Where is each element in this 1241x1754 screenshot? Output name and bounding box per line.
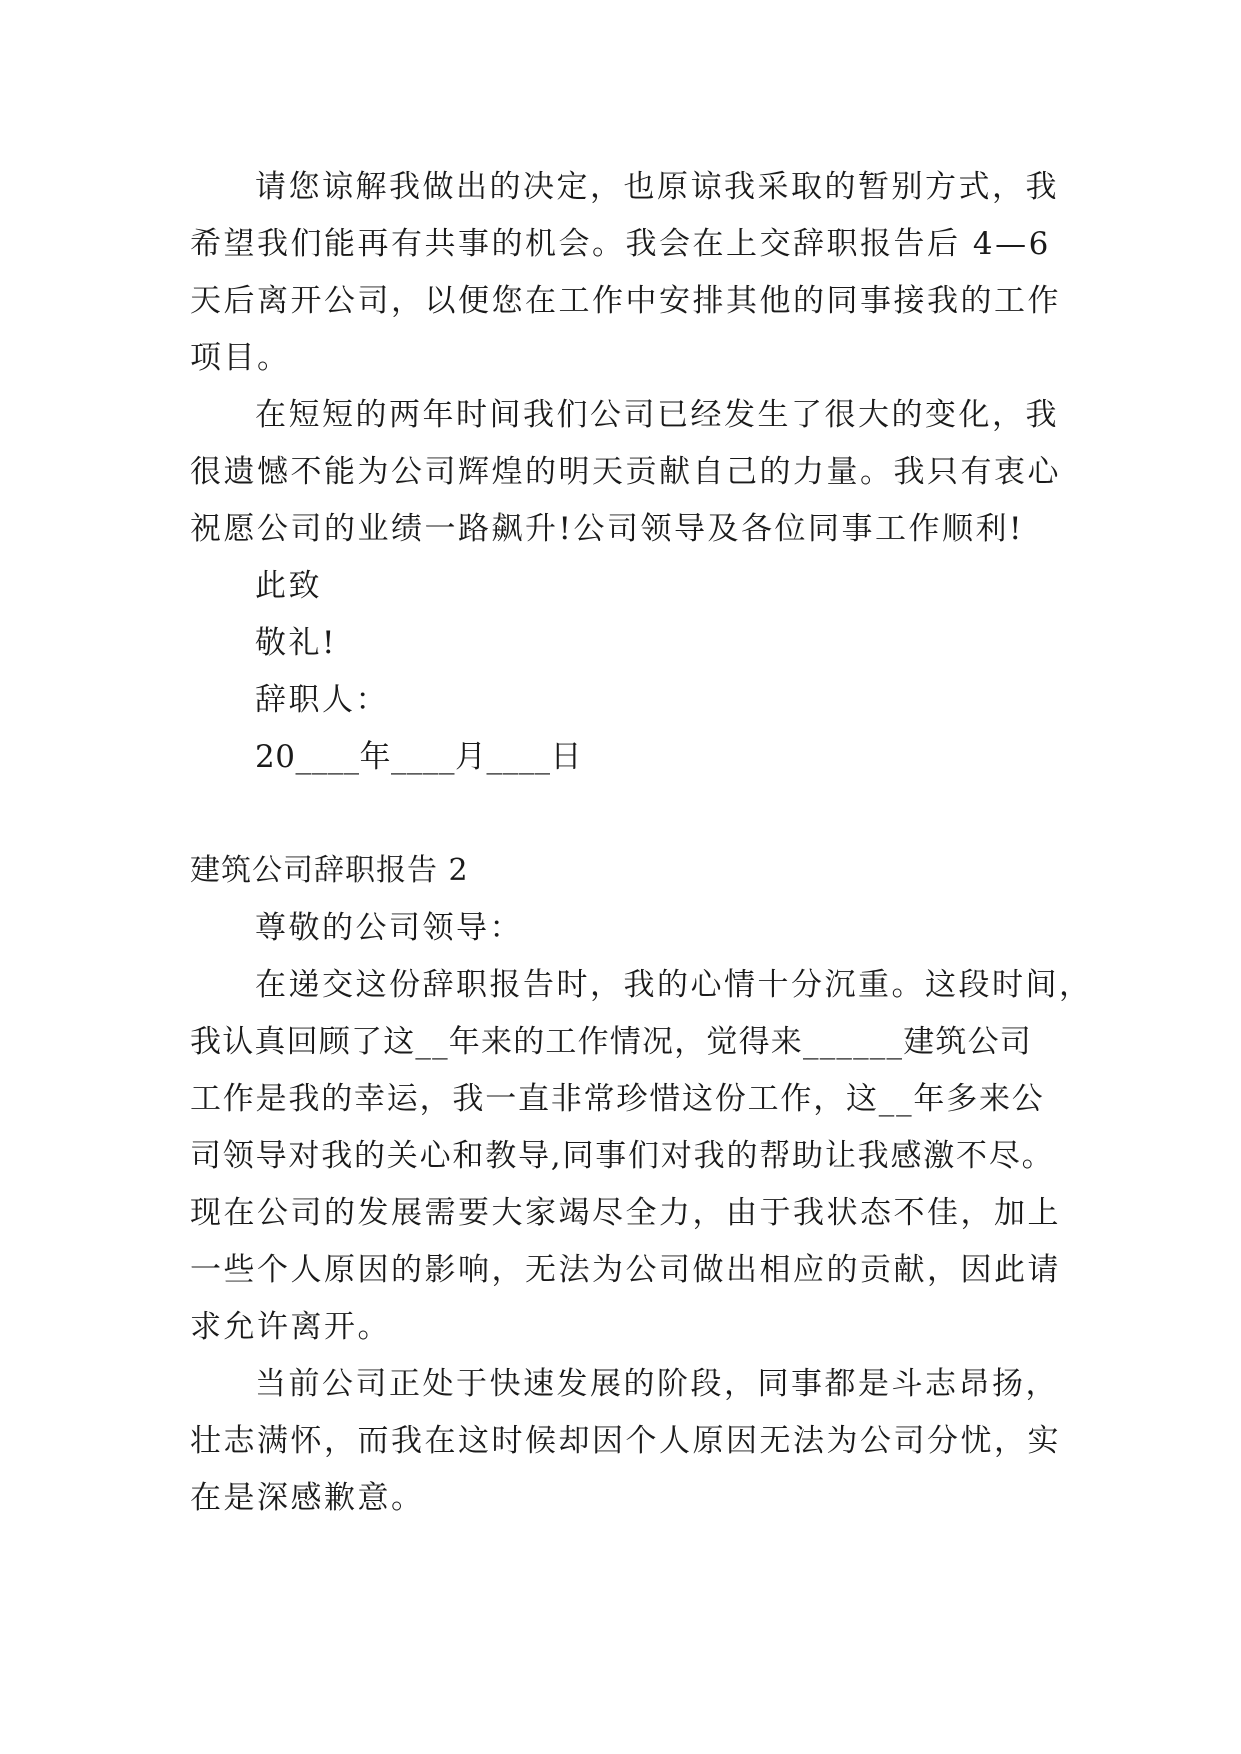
paragraph-line: 在递交这份辞职报告时，我的心情十分沉重。这段时间， <box>255 967 1093 1003</box>
paragraph-line: 我认真回顾了这__年来的工作情况，觉得来______建筑公司 <box>190 1024 1032 1060</box>
date-line: 20____年____月____日 <box>255 739 582 775</box>
section-title: 建筑公司辞职报告 2 <box>190 853 469 888</box>
paragraph-line: 壮志满怀，而我在这时候却因个人原因无法为公司分忧，实 <box>190 1423 1061 1459</box>
paragraph-line: 在是深感歉意。 <box>190 1480 425 1516</box>
paragraph-line: 当前公司正处于快速发展的阶段，同事都是斗志昂扬， <box>255 1366 1059 1402</box>
paragraph-line: 工作是我的幸运，我一直非常珍惜这份工作，这__年多来公 <box>190 1081 1045 1117</box>
paragraph-line: 现在公司的发展需要大家竭尽全力，由于我状态不佳，加上 <box>190 1195 1061 1231</box>
closing-text: 此致 <box>255 568 322 604</box>
paragraph-line: 求允许离开。 <box>190 1309 391 1345</box>
paragraph-line: 祝愿公司的业绩一路飙升!公司领导及各位同事工作顺利! <box>190 511 1024 547</box>
greeting-text: 尊敬的公司领导： <box>255 910 523 946</box>
paragraph-line: 项目。 <box>190 340 291 376</box>
signature-label: 辞职人： <box>255 682 389 718</box>
paragraph-line: 在短短的两年时间我们公司已经发生了很大的变化，我 <box>255 397 1059 433</box>
paragraph-line: 希望我们能再有共事的机会。我会在上交辞职报告后 4—6 <box>190 226 1051 262</box>
paragraph-line: 天后离开公司，以便您在工作中安排其他的同事接我的工作 <box>190 283 1061 319</box>
paragraph-line: 很遗憾不能为公司辉煌的明天贡献自己的力量。我只有衷心 <box>190 454 1061 490</box>
paragraph-line: 请您谅解我做出的决定，也原谅我采取的暂别方式，我 <box>255 169 1059 205</box>
paragraph-line: 司领导对我的关心和教导,同事们对我的帮助让我感激不尽。 <box>190 1138 1055 1174</box>
paragraph-line: 一些个人原因的影响，无法为公司做出相应的贡献，因此请 <box>190 1252 1061 1288</box>
salute-text: 敬礼! <box>255 625 337 661</box>
